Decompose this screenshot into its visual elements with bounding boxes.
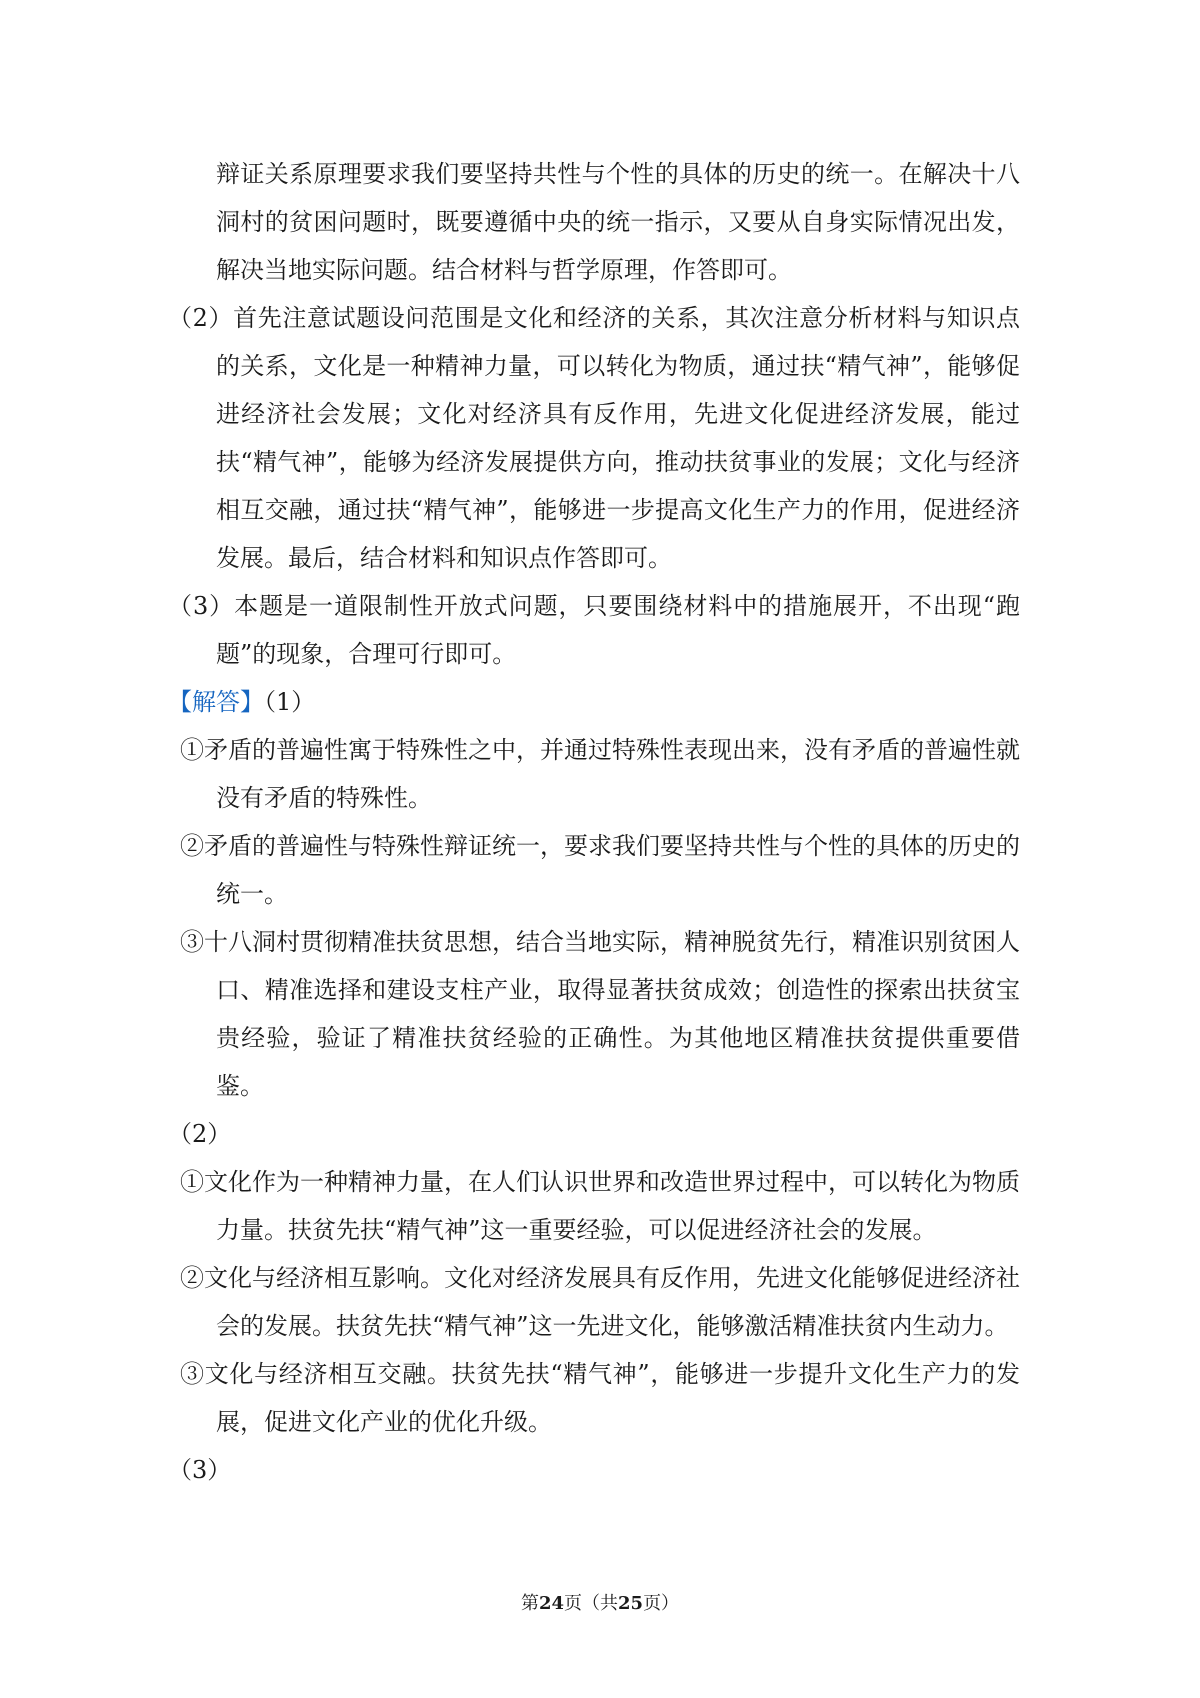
answer-part2-title: （2）: [168, 1120, 232, 1148]
answer-part2-item-3: ③文化与经济相互交融。扶贫先扶“精气神”，能够进一步提升文化生产力的发展，促进文化产业的优化升级。: [180, 1360, 1020, 1436]
analysis-paragraph-1-continued: 辩证关系原理要求我们要坚持共性与个性的具体的历史的统一。在解决十八洞村的贫困问题时，既要遵循中央的统一指示，又要从自身实际情况出发，解决当地实际问题。结合材料与哲学原理，作答即可。: [216, 160, 1020, 284]
answer-heading: [168, 678, 1020, 726]
answer-part3-title: （3）: [168, 1456, 232, 1484]
answer-part2-item-1: ①文化作为一种精神力量，在人们认识世界和改造世界过程中，可以转化为物质力量。扶贫先扶“精气神”这一重要经验，可以促进经济社会的发展。: [180, 1168, 1020, 1244]
footer-total-pages: 25: [618, 1593, 644, 1614]
answer-label: 【解答】: [168, 688, 264, 716]
page-footer: [0, 1592, 1200, 1616]
footer-middle: 页（共: [564, 1593, 618, 1614]
footer-current-page: 24: [538, 1593, 564, 1614]
footer-suffix: 页）: [643, 1593, 680, 1614]
answer-part1-title: （1）: [264, 688, 316, 716]
answer-part1-item-1: ①矛盾的普遍性寓于特殊性之中，并通过特殊性表现出来，没有矛盾的普遍性就没有矛盾的特殊性。: [180, 736, 1020, 812]
answer-part1-item-3: ③十八洞村贯彻精准扶贫思想，结合当地实际，精神脱贫先行，精准识别贫困人口、精准选择和建设支柱产业，取得显著扶贫成效；创造性的探索出扶贫宝贵经验，验证了精准扶贫经验的正确性。为其他地区精准扶贫提供重要借鉴。: [180, 928, 1020, 1100]
answer-part2-item-2: ②文化与经济相互影响。文化对经济发展具有反作用，先进文化能够促进经济社会的发展。扶贫先扶“精气神”这一先进文化，能够激活精准扶贫内生动力。: [180, 1264, 1020, 1340]
analysis-paragraph-2: （2）首先注意试题设问范围是文化和经济的关系，其次注意分析材料与知识点的关系，文化是一种精神力量，可以转化为物质，通过扶“精气神”，能够促进经济社会发展；文化对经济具有反作用，先进文化促进经济发展，能过扶“精气神”，能够为经济发展提供方向，推动扶贫事业的发展；文化与经济相互交融，通过扶“精气神”，能够进一步提高文化生产力的作用，促进经济发展。最后，结合材料和知识点作答即可。: [168, 304, 1020, 572]
answer-part1-item-2: ②矛盾的普遍性与特殊性辩证统一，要求我们要坚持共性与个性的具体的历史的统一。: [180, 832, 1020, 908]
footer-prefix: 第: [520, 1593, 539, 1614]
page-content: [168, 150, 1020, 1494]
analysis-paragraph-3: （3）本题是一道限制性开放式问题，只要围绕材料中的措施展开，不出现“跑题”的现象，合理可行即可。: [168, 592, 1020, 668]
